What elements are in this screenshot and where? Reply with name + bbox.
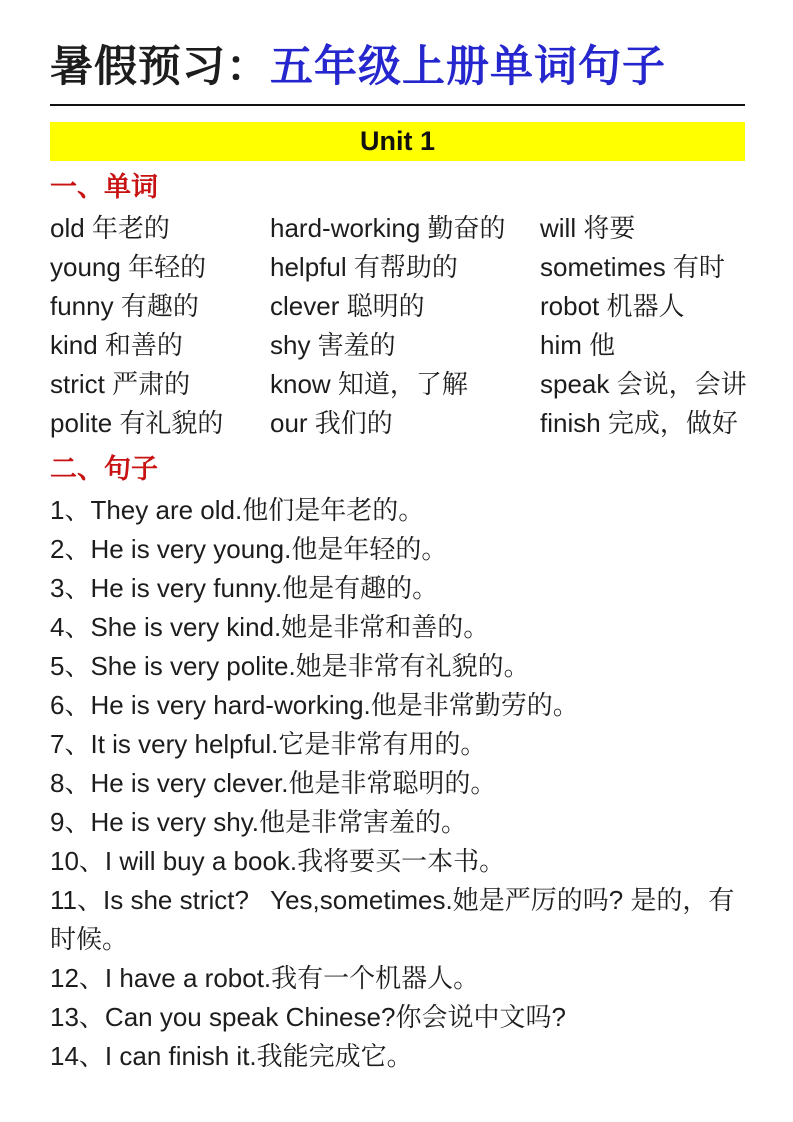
page-title-prefix: 暑假预习： [50, 43, 270, 91]
word-item: know 知道，了解 [270, 368, 468, 399]
sentence-item [50, 686, 745, 725]
sentence-item [50, 530, 745, 569]
word-grid [50, 209, 745, 443]
sentence-text: He is very young.他是年轻的。 [90, 534, 448, 565]
page-title [50, 42, 745, 106]
sentence-text: They are old.他们是年老的。 [90, 495, 425, 526]
word-item: strict 严肃的 [50, 368, 191, 399]
page-title-highlight: 五年级上册单词句子 [270, 43, 666, 91]
sentence-number: 9、 [50, 807, 91, 838]
sentence-number: 5、 [50, 651, 91, 682]
sentence-list [50, 491, 745, 1076]
sentence-text: He is very clever.他是非常聪明的。 [90, 768, 497, 799]
sentence-text: Is she strict? Yes,sometimes.她是严厉的吗? 是的，有时候。 [50, 885, 735, 955]
sentence-item [50, 491, 745, 530]
word-item: young 年轻的 [50, 251, 207, 282]
word-item: old 年老的 [50, 212, 170, 243]
word-item: helpful 有帮助的 [270, 251, 458, 282]
sentence-text: It is very helpful.它是非常有用的。 [90, 729, 487, 760]
word-item: sometimes 有时 [540, 251, 725, 282]
word-item: will 将要 [540, 212, 636, 243]
sentence-item [50, 725, 745, 764]
sentence-number: 12、 [50, 963, 105, 994]
word-item: shy 害羞的 [270, 329, 396, 360]
sentence-item [50, 998, 745, 1037]
sentence-number: 1、 [50, 495, 91, 526]
section-heading-words: 一、单词 [50, 171, 158, 202]
sentence-text: I have a robot.我有一个机器人。 [104, 963, 480, 994]
sentence-number: 8、 [50, 768, 91, 799]
word-item: clever 聪明的 [270, 290, 425, 321]
word-item: finish 完成，做好 [540, 407, 738, 438]
section-heading-sentences: 二、句子 [50, 453, 158, 484]
sentence-number: 14、 [50, 1041, 105, 1072]
sentence-item [50, 764, 745, 803]
sentence-number: 4、 [50, 612, 91, 643]
sentence-item [50, 803, 745, 842]
sentence-text: He is very hard-working.他是非常勤劳的。 [90, 690, 579, 721]
sentence-number: 2、 [50, 534, 91, 565]
sentence-item [50, 881, 745, 959]
word-item: polite 有礼貌的 [50, 407, 224, 438]
sentence-text: I can finish it.我能完成它。 [104, 1041, 413, 1072]
sentence-text: Can you speak Chinese?你会说中文吗? [104, 1002, 566, 1033]
sentence-text: She is very kind.她是非常和善的。 [90, 612, 490, 643]
sentence-item [50, 842, 745, 881]
sentence-number: 13、 [50, 1002, 105, 1033]
sentence-item [50, 569, 745, 608]
sentence-item [50, 608, 745, 647]
word-item: our 我们的 [270, 407, 393, 438]
unit-banner: Unit 1 [50, 122, 745, 161]
sentence-text: I will buy a book.我将要买一本书。 [104, 846, 506, 877]
sentence-number: 3、 [50, 573, 91, 604]
word-item: funny 有趣的 [50, 290, 199, 321]
sentence-number: 11、 [50, 885, 103, 916]
word-item: speak 会说，会讲 [540, 368, 747, 399]
sentence-text: He is very shy.他是非常害羞的。 [90, 807, 468, 838]
sentence-item [50, 647, 745, 686]
sentence-item [50, 959, 745, 998]
sentence-text: He is very funny.他是有趣的。 [90, 573, 439, 604]
word-item: robot 机器人 [540, 290, 685, 321]
word-item: kind 和善的 [50, 329, 183, 360]
sentence-number: 10、 [50, 846, 105, 877]
word-item: him 他 [540, 329, 616, 360]
sentence-item [50, 1037, 745, 1076]
sentence-number: 7、 [50, 729, 91, 760]
sentence-text: She is very polite.她是非常有礼貌的。 [90, 651, 530, 682]
sentence-number: 6、 [50, 690, 91, 721]
word-item: hard-working 勤奋的 [270, 212, 506, 243]
